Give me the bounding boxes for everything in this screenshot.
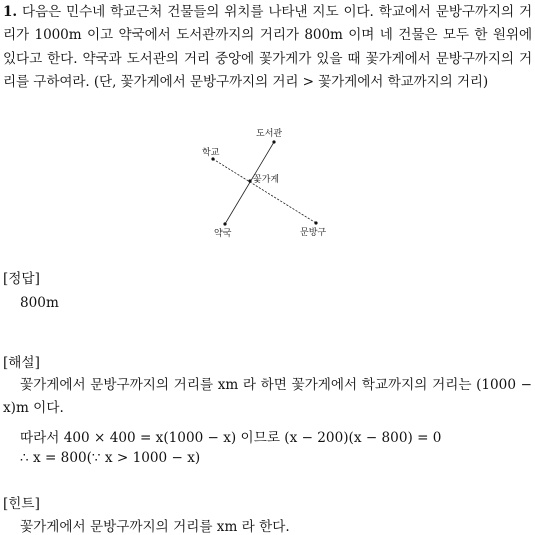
stationery-label: 문방구 bbox=[300, 228, 327, 238]
problem-text: 다음은 민수네 학교근처 건물들의 위치를 나타낸 지도 이다. 학교에서 문방구까지의 거리가 1000m 이고 약국에서 도서관까지의 거리가 800m 이며 네 건물은 모두 한 원위에 있다고 한다. 약국과 도서관의 거리 중앙에 꽃가게가 있을 때 꽃가게에서 문방구까지의 거리를 구하여라. (단, 꽃가게에서 문방구까지의 거리 > 꽃가게에서 학교까지의 거리) bbox=[3, 4, 532, 91]
library-point bbox=[272, 140, 275, 143]
school-stationery-line bbox=[213, 159, 316, 223]
hint-heading: [힌트] bbox=[3, 496, 40, 512]
map-diagram bbox=[190, 124, 340, 242]
answer-heading: [정답] bbox=[3, 271, 40, 287]
library-label: 도서관 bbox=[256, 129, 283, 139]
map-figure bbox=[190, 124, 340, 242]
hint-text: 꽃가게에서 문방구까지의 거리를 xm 라 한다. bbox=[20, 519, 290, 535]
flower-shop-point bbox=[248, 179, 251, 182]
flower-shop-label: 꽃가게 bbox=[253, 175, 280, 185]
stationery-point bbox=[314, 221, 317, 224]
explanation-line-3: ∴ x = 800(∵ x > 1000 − x) bbox=[20, 450, 201, 466]
problem-number: 1. bbox=[3, 4, 17, 20]
pharmacy-point bbox=[223, 222, 226, 225]
problem-statement bbox=[3, 1, 532, 95]
answer-value: 800m bbox=[20, 295, 59, 311]
explanation-heading: [해설] bbox=[3, 355, 40, 371]
school-label: 학교 bbox=[202, 148, 220, 158]
explanation-line-1: 꽃가게에서 문방구까지의 거리를 xm 라 하면 꽃가게에서 학교까지의 거리는 (1000 − x)m 이다. bbox=[3, 377, 532, 417]
pharmacy-label: 약국 bbox=[214, 229, 232, 239]
explanation-line-2: 따라서 400 × 400 = x(1000 − x) 이므로 (x − 200)(x − 800) = 0 bbox=[20, 430, 442, 446]
